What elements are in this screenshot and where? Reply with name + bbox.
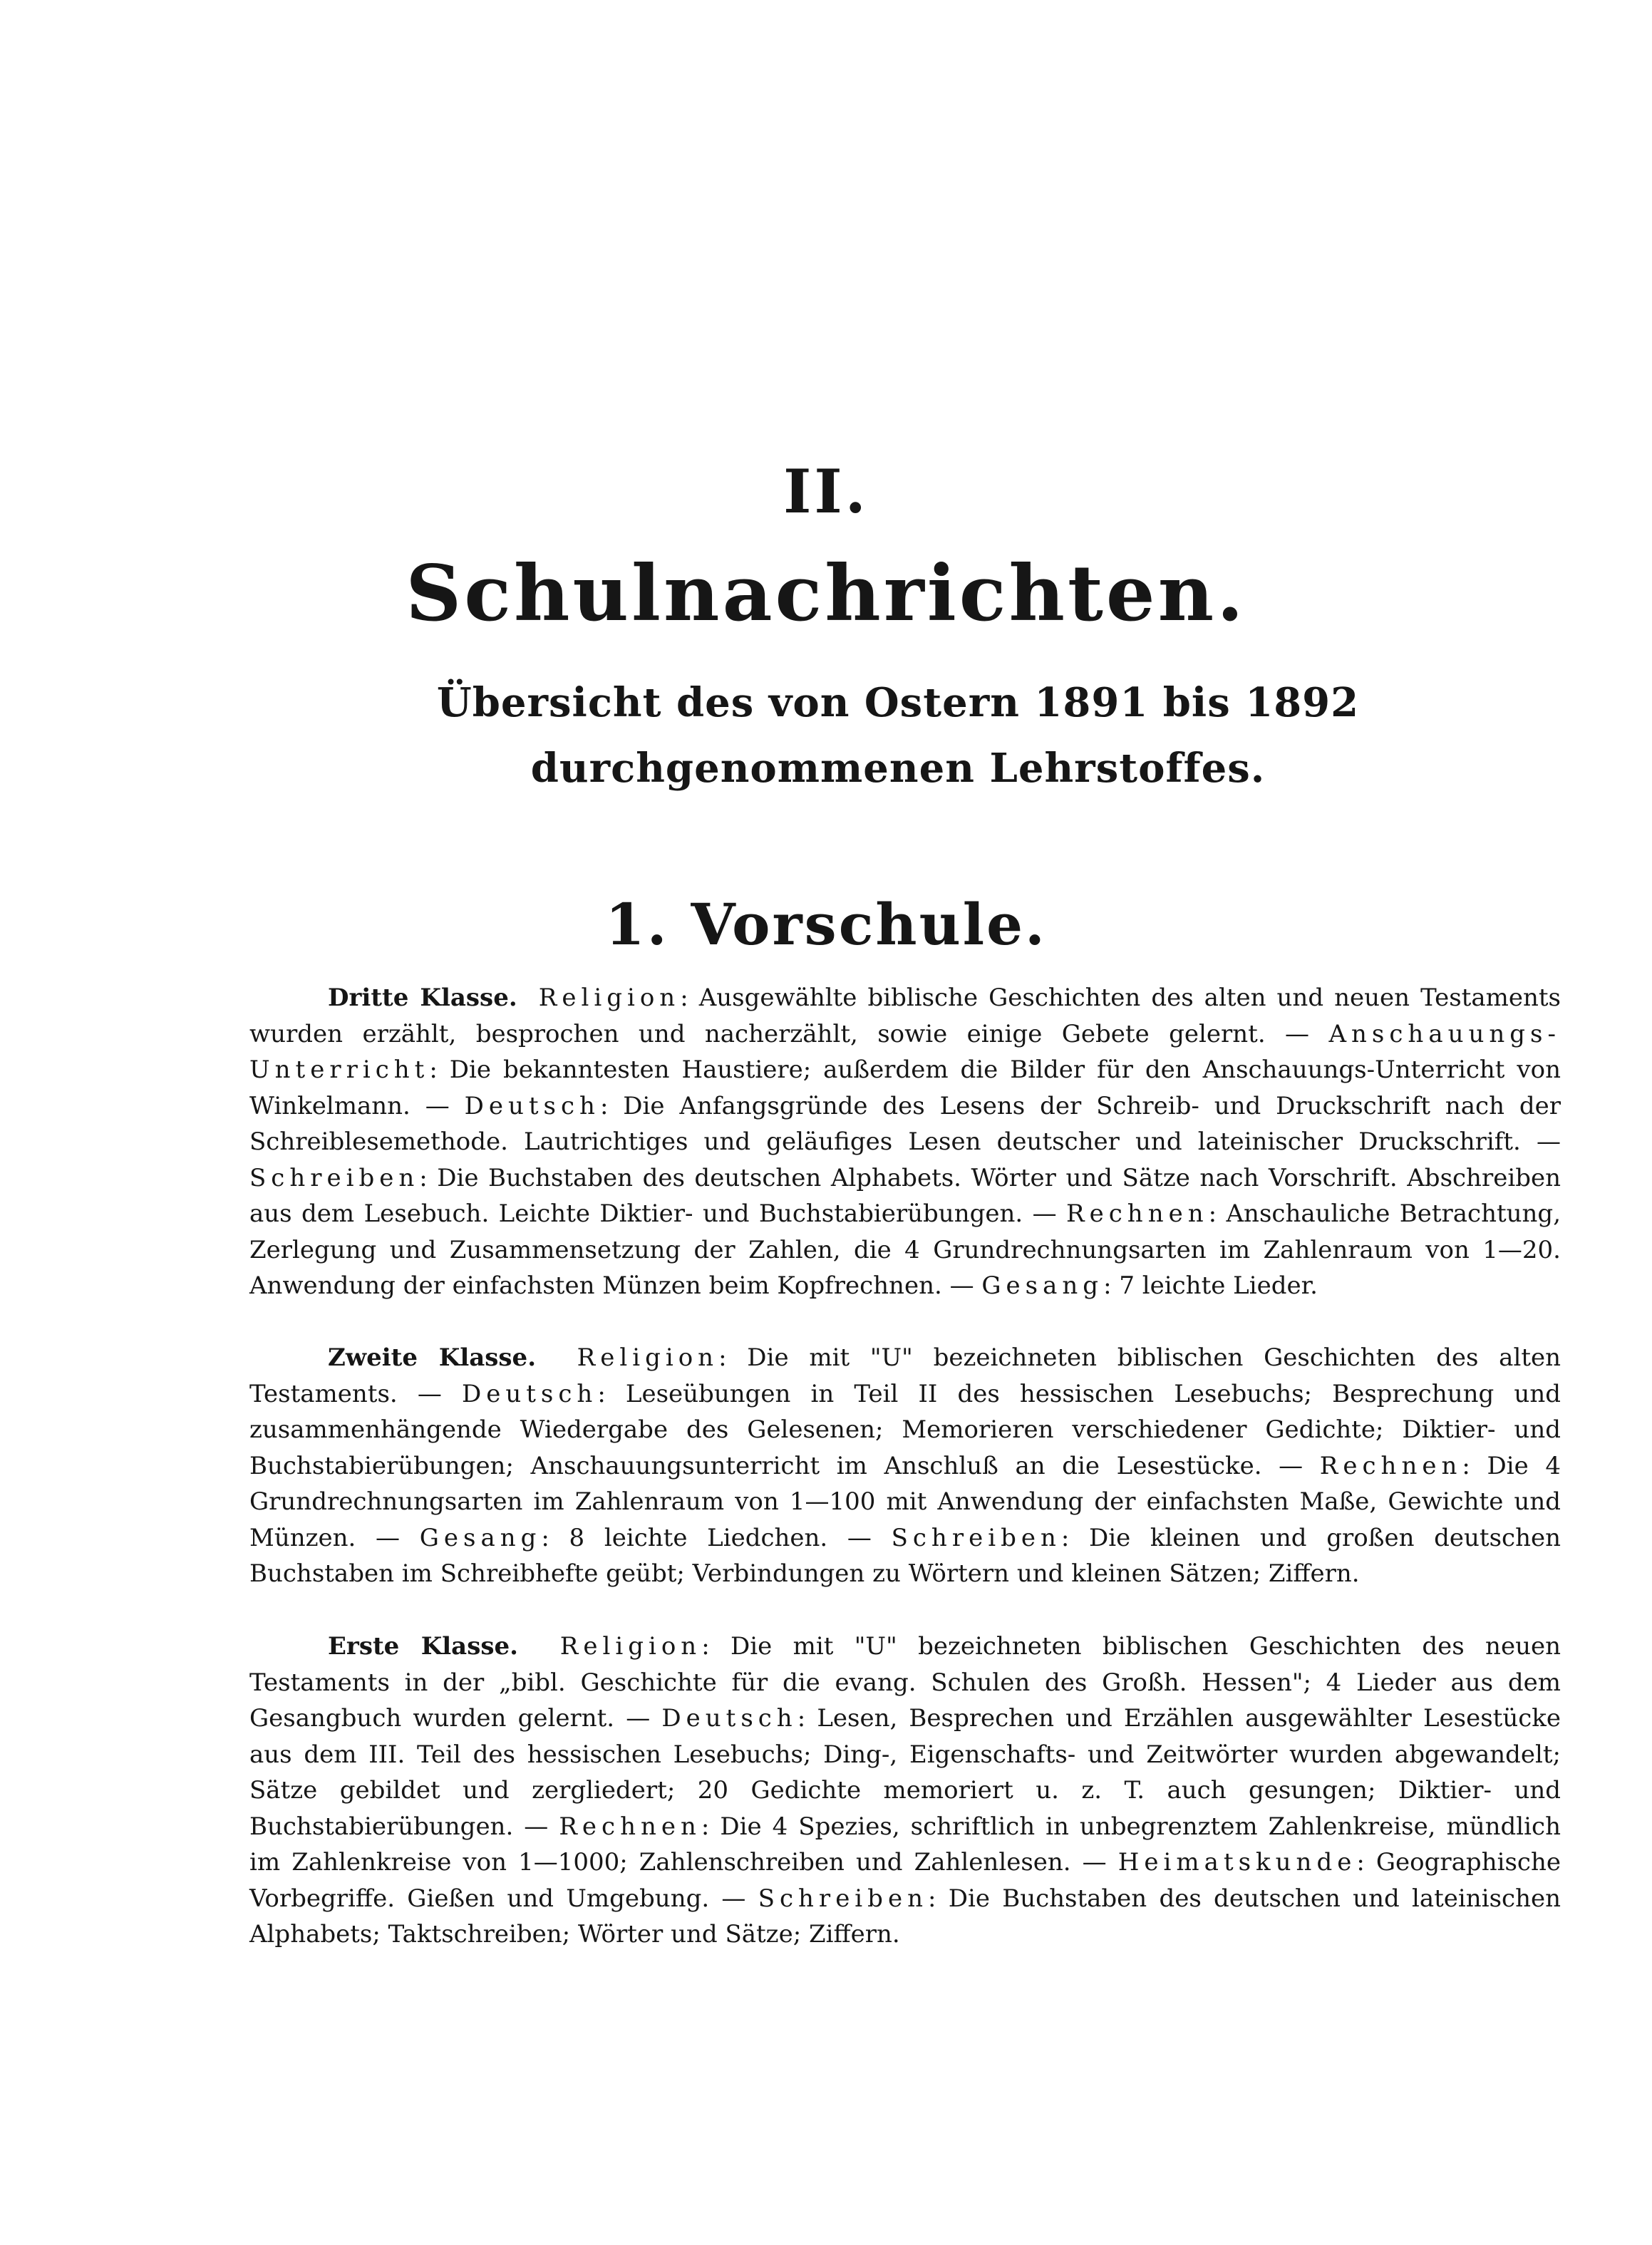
subject-text: : Leseübungen in Teil II des hessischen Lesebuchs; Besprechung und zusammenhängende Wiedergabe des Gelesenen; Memorieren verschiedener Gedichte; Diktier- und Buchstabierübungen; Anschauungsunterricht im Anschluß an die Lesestücke. — [249,1379,1561,1480]
subject-text: : Ausgewählte biblische Geschichten des alten und neuen Testaments wurden erzählt, besprochen und nacherzählt, sowie einige Gebete gelernt. — [249,984,1561,1048]
subject-label: Gesang [419,1523,542,1552]
part-number: II. [783,456,869,527]
subject-text: : Die Buchstaben des deutschen Alphabets. Wörter und Sätze nach Vorschrift. Abschreiben aus dem Lesebuch. Leichte Diktier- und Buchstabierübungen. — [249,1163,1561,1228]
subject-label: Schreiben [758,1884,928,1913]
subject-label: Anschauungs-Unterricht [249,1019,1561,1084]
subject-label: Deutsch [464,1091,600,1120]
subject-text: : Geographische Vorbegriffe. Gießen und Umgebung. — [249,1848,1561,1913]
subject-text: : Die mit "U" bezeichneten biblischen Geschichten des neuen Testaments in der „bibl. Geschichte für die evang. Schulen des Großh. Hessen"; 4 Lieder aus dem Gesangbuch wurden gelernt. — [249,1632,1561,1733]
subject-label: Deutsch [461,1379,598,1408]
subject-label: Heimatskunde [1117,1848,1357,1877]
class-name: Zweite Klasse. [328,1343,537,1372]
subject-label: Rechnen [559,1812,701,1841]
subject-text: : Die 4 Grundrechnungsarten im Zahlenraum von 1—100 mit Anwendung der einfachsten Maße, Gewichte und Münzen. — [249,1451,1561,1552]
subject-text: : Die 4 Spezies, schriftlich in unbegrenztem Zahlenkreise, mündlich im Zahlenkreise von 1—1000; Zahlenschreiben und Zahlenlesen. — [249,1812,1561,1877]
subject-text: : Die mit "U" bezeichneten biblischen Geschichten des alten Testaments. — [249,1343,1561,1408]
section-title: Schulnachrichten. [406,549,1246,639]
class-name: Dritte Klasse. [328,984,517,1012]
paragraph [249,1629,1561,1953]
subject-label: Religion [538,984,681,1012]
subject-text: : Anschauliche Betrachtung, Zerlegung und Zusammensetzung der Zahlen, die 4 Grundrechnungsarten im Zahlenraum von 1—20. Anwendung der einfachsten Münzen beim Kopfrechnen. — [249,1199,1561,1300]
subject-label: Schreiben [891,1523,1061,1552]
paragraph [249,1340,1561,1592]
subtitle: Übersicht des von Ostern 1891 bis 1892 durchgenommenen Lehrstoffes. [436,679,1360,792]
division-title: 1. Vorschule. [605,891,1047,958]
class-paragraph-zweite [249,1340,1561,1592]
subject-label: Religion [559,1632,702,1661]
subject-label: Rechnen [1066,1199,1209,1228]
class-paragraph-dritte [249,980,1561,1304]
subject-text: : 8 leichte Liedchen. — [541,1523,892,1552]
subject-label: Schreiben [249,1163,420,1192]
subject-text: : 7 leichte Lieder. [1103,1271,1318,1300]
subject-label: Gesang [981,1271,1104,1300]
subject-text: : Die Buchstaben des deutschen und lateinischen Alphabets; Taktschreiben; Wörter und Sätze; Ziffern. [249,1884,1561,1949]
subject-label: Deutsch [661,1704,797,1733]
subject-text: : Die bekanntesten Haustiere; außerdem die Bilder für den Anschauungs-Unterricht von Winkelmann. — [249,1056,1561,1120]
subject-label: Religion [577,1343,719,1372]
class-name: Erste Klasse. [328,1632,518,1661]
subject-label: Rechnen [1319,1451,1462,1480]
subject-text: : Die Anfangsgründe des Lesens der Schreib- und Druckschrift nach der Schreiblesemethode. Lautrichtiges und geläufiges Lesen deutscher und lateinischer Druckschrift. — [249,1091,1561,1156]
paragraph [249,980,1561,1304]
subject-text: : Lesen, Besprechen und Erzählen ausgewählter Lesestücke aus dem III. Teil des hessischen Lesebuchs; Ding-, Eigenschafts- und Zeitwörter wurden abgewandelt; Sätze gebildet und zergliedert; 20 Gedichte memoriert u. z. T. auch gesungen; Diktier- und Buchstabierübungen. — [249,1704,1561,1841]
subject-text: : Die kleinen und großen deutschen Buchstaben im Schreibhefte geübt; Verbindungen zu Wörtern und kleinen Sätzen; Ziffern. [249,1523,1561,1588]
class-paragraph-erste [249,1629,1561,1953]
